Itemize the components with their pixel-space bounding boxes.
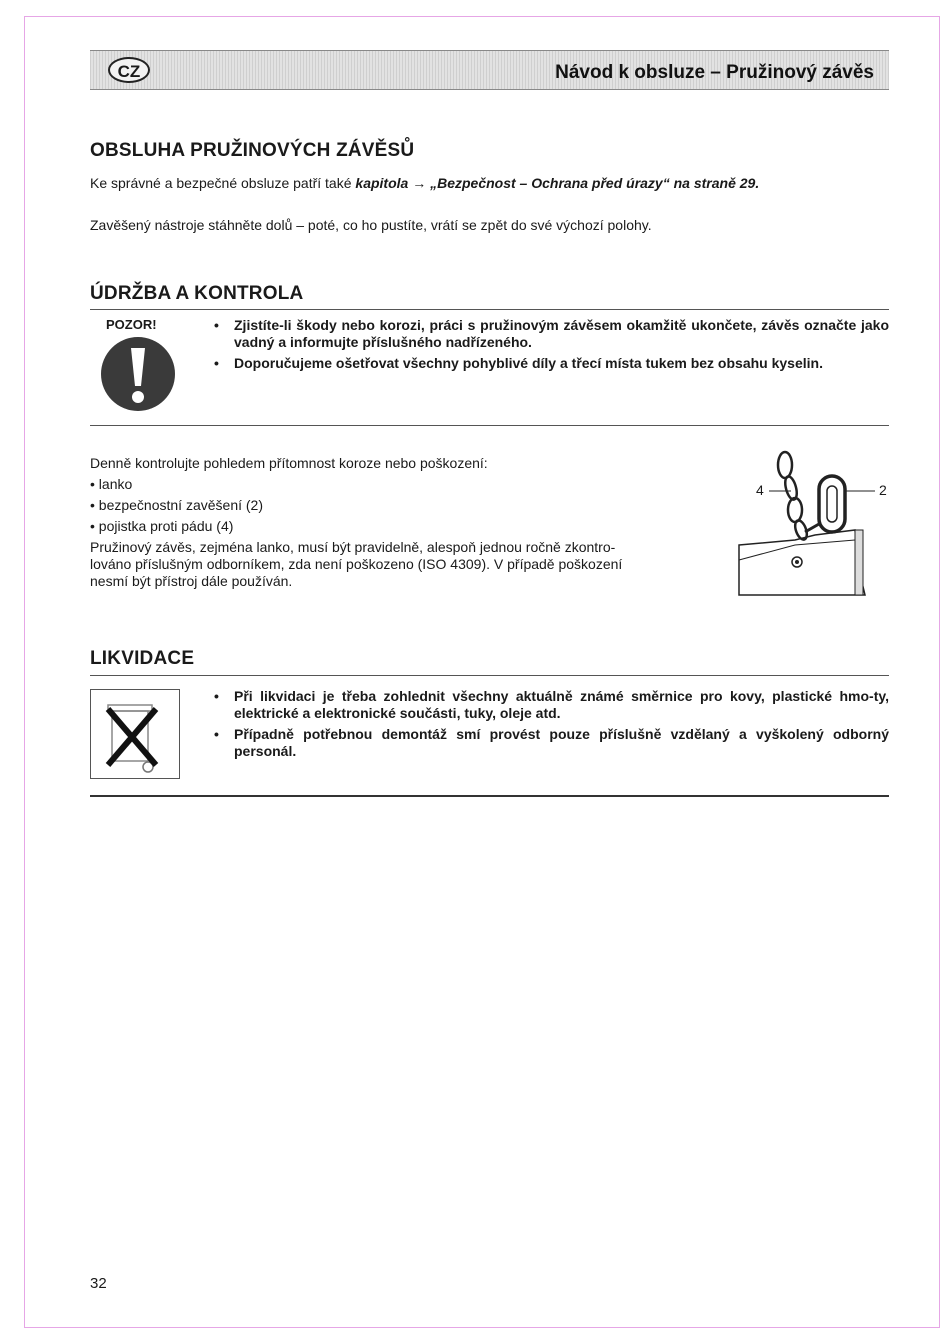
inspection-text-line: lováno příslušným odborníkem, zda není poškozeno (ISO 4309). V případě poškození	[90, 556, 623, 572]
disposal-item: • Případně potřebnou demontáž smí provést pouze příslušně vzdělaný a vyškolený odborný personál.	[214, 726, 889, 760]
inspection-text	[90, 539, 622, 590]
divider	[90, 795, 889, 797]
inspection-text-line: nesmí být přístroj dále používán.	[90, 573, 293, 589]
inspection-item: • lanko	[90, 476, 133, 492]
disposal-item: • Při likvidaci je třeba zohlednit všechny aktuálně známé směrnice pro kovy, plastické hmo-ty, elektrické a elektronické součásti, tuky, oleje atd.	[214, 688, 889, 722]
section-heading-disposal: LIKVIDACE	[90, 648, 195, 669]
figure-label-2: 2	[879, 482, 887, 498]
figure-label-4: 4	[756, 482, 764, 498]
inspection-intro: Denně kontrolujte pohledem přítomnost koroze nebo poškození:	[90, 455, 488, 471]
language-badge: CZ	[108, 57, 150, 83]
operation-instruction: Zavěšený nástroje stáhněte dolů – poté, co ho pustíte, vrátí se zpět do své výchozí polohy.	[90, 217, 652, 233]
header-title: Návod k obsluze – Pružinový závěs	[555, 62, 874, 83]
divider	[90, 675, 889, 676]
section-heading-operation: OBSLUHA PRUŽINOVÝCH ZÁVĚSŮ	[90, 140, 415, 161]
inspection-text-line: Pružinový závěs, zejména lanko, musí být pravidelně, alespoň jednou ročně zkontro-	[90, 539, 616, 555]
crossed-bin-icon	[90, 689, 180, 784]
hanger-figure	[735, 450, 895, 605]
warning-item: • Doporučujeme ošetřovat všechny pohyblivé díly a třecí místa tukem bez obsahu kyselin.	[214, 355, 889, 372]
divider	[90, 425, 889, 426]
divider	[90, 309, 889, 310]
chapter-reference-link[interactable]: kapitola → „Bezpečnost – Ochrana před úrazy“ na straně 29.	[355, 175, 760, 191]
operation-paragraph-text: Ke správné a bezpečné obsluze patří také	[90, 175, 356, 191]
page-number: 32	[90, 1275, 107, 1292]
warning-item: • Zjistíte-li škody nebo korozi, práci s pružinovým závěsem okamžitě ukončete, závěs označte jako vadný a informujte příslušného nadřízeného.	[214, 317, 889, 351]
inspection-item: • pojistka proti pádu (4)	[90, 518, 234, 534]
warning-label: POZOR!	[106, 317, 157, 332]
inspection-item: • bezpečnostní zavěšení (2)	[90, 497, 263, 513]
page-border	[24, 16, 940, 1328]
disposal-list	[214, 688, 889, 764]
warning-list	[214, 317, 889, 376]
operation-paragraph	[90, 174, 759, 192]
exclamation-icon	[100, 336, 176, 417]
section-heading-maintenance: ÚDRŽBA A KONTROLA	[90, 283, 304, 304]
inspection-block	[90, 453, 622, 590]
